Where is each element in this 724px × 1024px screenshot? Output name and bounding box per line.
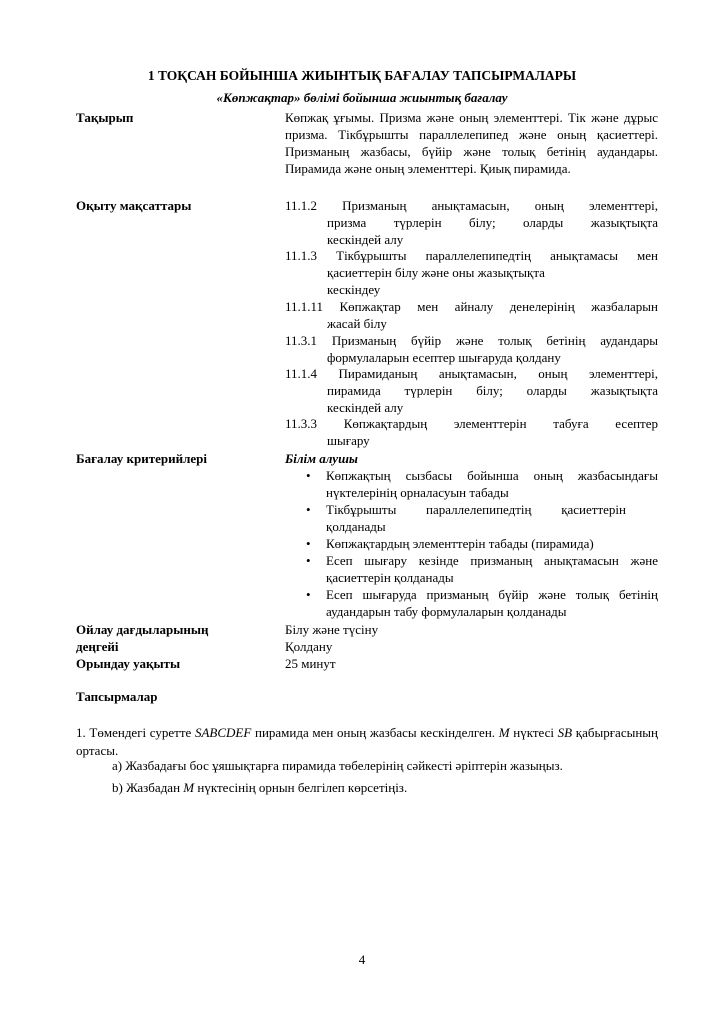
criteria-label: Бағалау критерийлері (76, 451, 207, 466)
thinking-value-2: Қолдану (285, 639, 333, 654)
criteria-text: Есеп шығаруда призманың бүйір және толық бетінің аудандарын табу формулаларын қолданады (326, 587, 658, 619)
bullet-icon: • (306, 502, 311, 517)
objective-line: формулаларын есептер шығаруда қолдану (327, 350, 561, 365)
criteria-text: Көпжақтың сызбасы бойынша оның жазбасындағы нүктелерінің орналасуын табады (326, 468, 658, 500)
task-1-part: 1. Төмендегі суретте (76, 725, 195, 740)
task-1-part: пирамида мен оның жазбасы кескінделген. (251, 725, 499, 740)
objective-line: 11.1.3 Тікбұрышты параллелепипедтің анықтамасы мен (285, 248, 658, 263)
criteria-text: Есеп шығару кезінде призманың анықтамасын және қасиеттерін қолданады (326, 553, 658, 585)
objective-item (285, 298, 658, 332)
bullet-icon: • (306, 536, 311, 551)
task-1-edge: SB (557, 725, 573, 740)
objectives-label: Оқыту мақсаттары (76, 198, 192, 213)
objective-item (285, 197, 658, 248)
objective-line: қасиеттерін білу және оны жазықтықта (327, 265, 545, 280)
bullet-icon: • (306, 587, 311, 602)
task-1-part: қабырғасының ортасы. (76, 725, 658, 758)
tasks-heading: Тапсырмалар (76, 689, 158, 704)
objective-line: 11.3.3 Көпжақтардың элементтерін табуға есептер (285, 416, 658, 431)
objective-item (285, 415, 658, 449)
objective-line: 11.3.1 Призманың бүйір және толық бетінің аудандары (285, 333, 658, 348)
criteria-item (306, 501, 658, 535)
task-1-part: нүктесі (509, 725, 558, 740)
objective-item (285, 247, 658, 298)
criteria-item (306, 586, 658, 620)
task-1b-point: M (183, 780, 195, 795)
objective-line: шығару (327, 433, 370, 448)
objective-line: 11.1.11 Көпжақтар мен айналу денелерінің жазбаларын (285, 299, 658, 314)
criteria-learner: Білім алушы (285, 451, 358, 466)
objective-line: призма түрлерін білу; оларды жазықтықта (327, 215, 658, 230)
bullet-icon: • (306, 553, 311, 568)
objective-line: жасай білу (327, 316, 387, 331)
page-number: 4 (358, 952, 366, 967)
criteria-item (306, 552, 658, 586)
thinking-label-cont: деңгейі (76, 639, 119, 654)
task-1-pyramid: SABCDEF (194, 725, 252, 740)
task-1b (112, 779, 407, 797)
thinking-label: Ойлау дағдыларының (76, 622, 209, 637)
objective-item (285, 332, 658, 366)
objective-line: кескіндей алу (327, 400, 404, 415)
time-label: Орындау уақыты (76, 656, 181, 671)
topic-value: Көпжақ ұғымы. Призма және оның элементтері. Тік және дұрыс призма. Тікбұрышты параллелепипед және оның қасиеттері. Призманың жазбасы, бүйір және толық бетінің аудандары. Пирамида және оның элементтері. Қиық пирамида. (285, 110, 658, 176)
objective-line: кескіндей алу (327, 232, 404, 247)
task-1b-part: b) Жазбадан (112, 780, 184, 795)
objective-line: 11.1.4 Пирамиданың анықтамасын, оның элементтері, (285, 366, 658, 381)
task-1-point: M (498, 725, 510, 740)
criteria-item (306, 535, 658, 552)
bullet-icon: • (306, 468, 311, 483)
thinking-value: Білу және түсіну (285, 622, 379, 637)
topic-label: Тақырып (76, 110, 134, 125)
time-value: 25 минут (285, 656, 336, 671)
task-1b-part: нүктесінің орнын белгілеп көрсетіңіз. (194, 780, 408, 795)
objective-line: кескіндеу (327, 282, 381, 297)
objective-item (285, 365, 658, 416)
criteria-item (306, 467, 658, 501)
page-title: 1 ТОҚСАН БОЙЫНША ЖИЫНТЫҚ БАҒАЛАУ ТАПСЫРМАЛАРЫ (147, 68, 577, 83)
criteria-text: Көпжақтардың элементтерін табады (пирамида) (326, 536, 594, 551)
page-subtitle: «Көпжақтар» бөлімі бойынша жиынтық бағалау (216, 90, 508, 105)
task-1-text (76, 724, 658, 760)
criteria-text: Тікбұрышты параллелепипедтің қасиеттерін қолданады (326, 502, 626, 534)
objective-line: пирамида түрлерін білу; оларды жазықтықта (327, 383, 658, 398)
objective-line: 11.1.2 Призманың анықтамасын, оның элементтері, (285, 198, 658, 213)
task-1a: a) Жазбадағы бос ұяшықтарға пирамида төбелерінің сәйкесті әріптерін жазыңыз. (112, 758, 563, 773)
